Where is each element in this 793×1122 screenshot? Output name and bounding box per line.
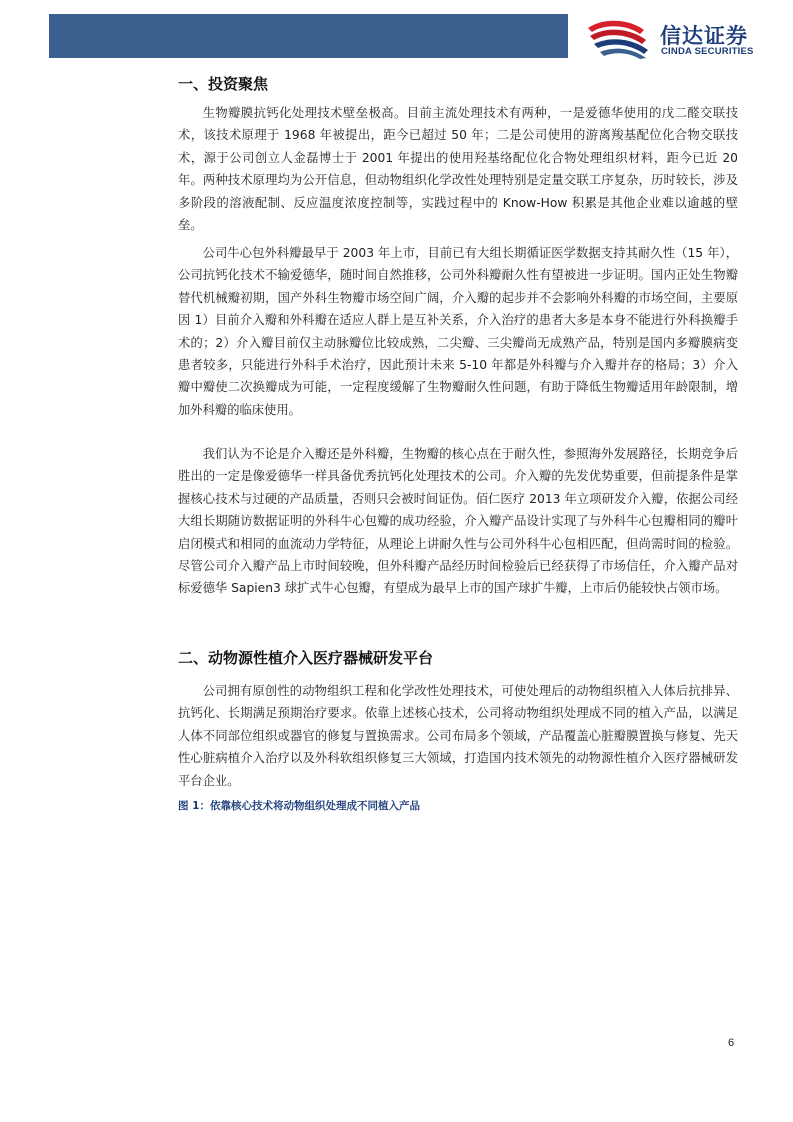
logo-name-cn: 信达证券 [660,24,748,48]
section-heading-investment-focus: 一、投资聚焦 [178,75,269,93]
figure-caption: 图 1：依靠核心技术将动物组织处理成不同植入产品 [178,800,420,812]
logo-name-en: CINDA SECURITIES [661,46,754,57]
section-heading-rd-platform: 二、动物源性植介入医疗器械研发平台 [178,649,434,667]
header-band [49,14,568,58]
paragraph: 公司拥有原创性的动物组织工程和化学改性处理技术，可使处理后的动物组织植入人体后抗排异、抗钙化、长期满足预期治疗要求。依靠上述核心技术，公司将动物组织处理成不同的植入产品，以满足人体不同部位组织或器官的修复与置换需求。公司布局多个领域，产品覆盖心脏瓣膜置换与修复、先天性心脏病植介入治疗以及外科软组织修复三大领域，打造国内技术领先的动物源性植介入医疗器械研发平台企业。 [178,684,738,788]
paragraph: 我们认为不论是介入瓣还是外科瓣，生物瓣的核心点在于耐久性，参照海外发展路径，长期竞争后胜出的一定是像爱德华一样具备优秀抗钙化处理技术的公司。介入瓣的先发优势重要，但前提条件是掌握核心技术与过硬的产品质量，否则只会被时间证伪。佰仁医疗 2013 年立项研发介入瓣，依据公司经大组长期随访数据证明的外科牛心包瓣的成功经验，介入瓣产品设计实现了与外科牛心包瓣相同的瓣叶启闭模式和相同的血流动力学特征，从理论上讲耐久性与公司外科牛心包相匹配，但尚需时间的检验。尽管公司介入瓣产品上市时间较晚，但外科瓣产品经历时间检验后已经获得了市场信任，介入瓣产品对标爱德华 Sapien3 球扩式牛心包瓣，有望成为最早上市的国产球扩牛瓣，上市后仍能较快占领市场。 [178,447,738,596]
paragraph: 公司牛心包外科瓣最早于 2003 年上市，目前已有大组长期循证医学数据支持其耐久性（15 年），公司抗钙化技术不输爱德华，随时间自然推移，公司外科瓣耐久性有望被进一步证明。国内正处生物瓣替代机械瓣初期，国产外科生物瓣市场空间广阔，介入瓣的起步并不会影响外科瓣的市场空间，主要原因 1）目前介入瓣和外科瓣在适应人群上是互补关系，介入治疗的患者大多是本身不能进行外科换瓣手术的；2）介入瓣目前仅主动脉瓣位比较成熟，二尖瓣、三尖瓣尚无成熟产品，特别是国内多瓣膜病变患者较多，只能进行外科手术治疗，因此预计未来 5-10 年都是外科瓣与介入瓣并存的格局；3）介入瓣中瓣使二次换瓣成为可能，一定程度缓解了生物瓣耐久性问题，有助于降低生物瓣适用年龄限制，增加外科瓣的临床使用。 [178,246,738,417]
main-content [178,68,738,812]
page-number: 6 [728,1037,735,1049]
paragraph: 生物瓣膜抗钙化处理技术壁垒极高。目前主流处理技术有两种，一是爱德华使用的戊二醛交联技术，该技术原理于 1968 年被提出，距今已超过 50 年；二是公司使用的游离羧基配位化合物交联技术，源于公司创立人金磊博士于 2001 年提出的使用羟基络配位化合物处理组织材料，距今已近 20 年。两种技术原理均为公开信息，但动物组织化学改性处理特别是定量交联工序复杂，历时较长，涉及多阶段的溶液配制、反应温度浓度控制等，实践过程中的 Know-How 积累是其他企业难以逾越的壁垒。 [178,106,738,233]
logo-swoosh-icon [584,14,656,60]
company-logo [584,14,779,60]
